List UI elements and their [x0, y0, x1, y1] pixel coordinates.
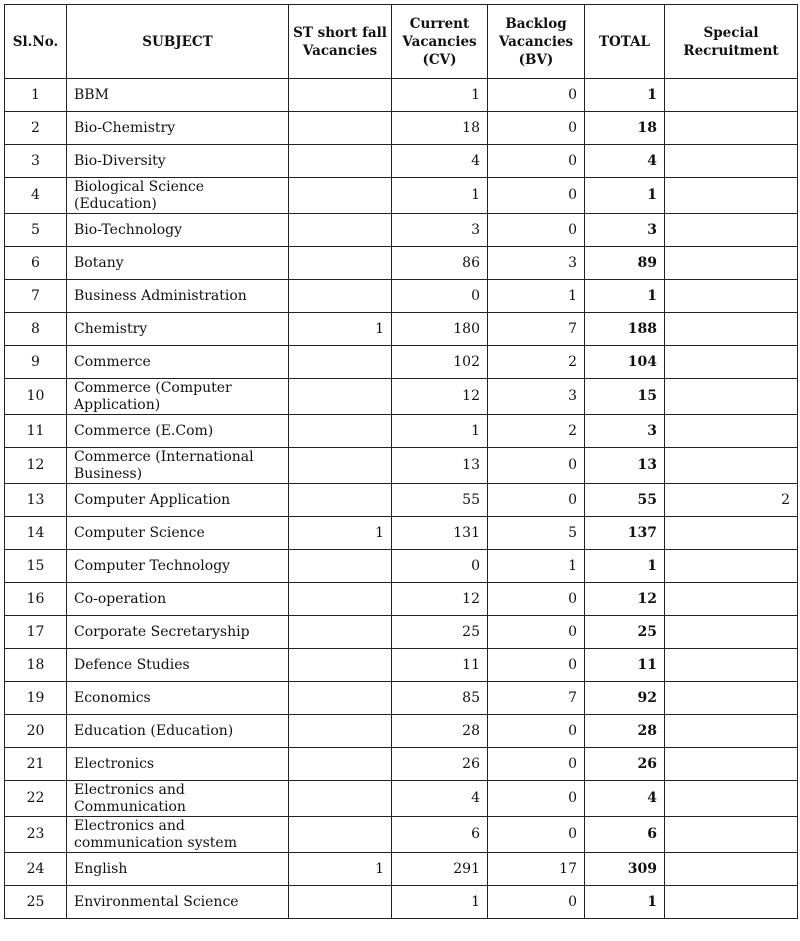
total-cell: 89: [585, 247, 665, 280]
st-shortfall-cell: 1: [289, 517, 392, 550]
current-vacancies-cell: 12: [392, 379, 488, 415]
table-row: [5, 280, 798, 313]
sl-no-cell: 9: [5, 346, 67, 379]
st-shortfall-cell: [289, 649, 392, 682]
subject-cell: Commerce (International Business): [67, 448, 289, 484]
subject-cell: Economics: [67, 682, 289, 715]
subject-cell: Computer Application: [67, 484, 289, 517]
st-shortfall-cell: [289, 748, 392, 781]
subject-cell: Computer Technology: [67, 550, 289, 583]
header-backlog-vacancies: Backlog Vacancies (BV): [488, 5, 585, 79]
backlog-vacancies-cell: 0: [488, 715, 585, 748]
backlog-vacancies-cell: 7: [488, 313, 585, 346]
subject-cell: Commerce (E.Com): [67, 415, 289, 448]
st-shortfall-cell: [289, 280, 392, 313]
header-sl-no: Sl.No.: [5, 5, 67, 79]
backlog-vacancies-cell: 7: [488, 682, 585, 715]
table-row: [5, 715, 798, 748]
st-shortfall-cell: [289, 886, 392, 919]
total-cell: 92: [585, 682, 665, 715]
total-cell: 1: [585, 178, 665, 214]
total-cell: 55: [585, 484, 665, 517]
total-cell: 28: [585, 715, 665, 748]
subject-cell: Environmental Science: [67, 886, 289, 919]
special-recruitment-cell: [665, 313, 798, 346]
sl-no-cell: 14: [5, 517, 67, 550]
backlog-vacancies-cell: 0: [488, 79, 585, 112]
backlog-vacancies-cell: 0: [488, 484, 585, 517]
subject-cell: Biological Science (Education): [67, 178, 289, 214]
special-recruitment-cell: [665, 145, 798, 178]
current-vacancies-cell: 11: [392, 649, 488, 682]
current-vacancies-cell: 13: [392, 448, 488, 484]
total-cell: 1: [585, 79, 665, 112]
current-vacancies-cell: 291: [392, 853, 488, 886]
st-shortfall-cell: [289, 379, 392, 415]
sl-no-cell: 12: [5, 448, 67, 484]
table-row: [5, 748, 798, 781]
header-special-recruitment: Special Recruitment: [665, 5, 798, 79]
st-shortfall-cell: [289, 484, 392, 517]
special-recruitment-cell: 2: [665, 484, 798, 517]
subject-cell: Co-operation: [67, 583, 289, 616]
table-row: [5, 214, 798, 247]
current-vacancies-cell: 26: [392, 748, 488, 781]
st-shortfall-cell: [289, 817, 392, 853]
table-row: [5, 313, 798, 346]
sl-no-cell: 5: [5, 214, 67, 247]
table-row: [5, 415, 798, 448]
special-recruitment-cell: [665, 415, 798, 448]
table-row: [5, 517, 798, 550]
total-cell: 13: [585, 448, 665, 484]
sl-no-cell: 24: [5, 853, 67, 886]
table-row: [5, 448, 798, 484]
special-recruitment-cell: [665, 280, 798, 313]
sl-no-cell: 19: [5, 682, 67, 715]
special-recruitment-cell: [665, 616, 798, 649]
sl-no-cell: 17: [5, 616, 67, 649]
header-row: [5, 5, 798, 79]
header-total: TOTAL: [585, 5, 665, 79]
subject-cell: Chemistry: [67, 313, 289, 346]
total-cell: 12: [585, 583, 665, 616]
current-vacancies-cell: 1: [392, 178, 488, 214]
subject-cell: Bio-Diversity: [67, 145, 289, 178]
current-vacancies-cell: 28: [392, 715, 488, 748]
special-recruitment-cell: [665, 379, 798, 415]
current-vacancies-cell: 86: [392, 247, 488, 280]
current-vacancies-cell: 18: [392, 112, 488, 145]
sl-no-cell: 15: [5, 550, 67, 583]
subject-cell: Bio-Chemistry: [67, 112, 289, 145]
table-row: [5, 79, 798, 112]
table-row: [5, 145, 798, 178]
current-vacancies-cell: 0: [392, 550, 488, 583]
st-shortfall-cell: [289, 145, 392, 178]
total-cell: 26: [585, 748, 665, 781]
subject-cell: Botany: [67, 247, 289, 280]
total-cell: 18: [585, 112, 665, 145]
backlog-vacancies-cell: 0: [488, 448, 585, 484]
total-cell: 104: [585, 346, 665, 379]
table-row: [5, 853, 798, 886]
backlog-vacancies-cell: 0: [488, 781, 585, 817]
st-shortfall-cell: [289, 112, 392, 145]
st-shortfall-cell: [289, 682, 392, 715]
st-shortfall-cell: [289, 346, 392, 379]
backlog-vacancies-cell: 5: [488, 517, 585, 550]
backlog-vacancies-cell: 0: [488, 178, 585, 214]
total-cell: 1: [585, 550, 665, 583]
header-st-shortfall: ST short fall Vacancies: [289, 5, 392, 79]
backlog-vacancies-cell: 0: [488, 583, 585, 616]
backlog-vacancies-cell: 2: [488, 415, 585, 448]
st-shortfall-cell: [289, 214, 392, 247]
subject-cell: Defence Studies: [67, 649, 289, 682]
header-subject: SUBJECT: [67, 5, 289, 79]
sl-no-cell: 22: [5, 781, 67, 817]
special-recruitment-cell: [665, 748, 798, 781]
backlog-vacancies-cell: 0: [488, 214, 585, 247]
backlog-vacancies-cell: 1: [488, 550, 585, 583]
table-row: [5, 649, 798, 682]
table-row: [5, 484, 798, 517]
sl-no-cell: 18: [5, 649, 67, 682]
st-shortfall-cell: [289, 178, 392, 214]
header-current-vacancies: Current Vacancies (CV): [392, 5, 488, 79]
special-recruitment-cell: [665, 247, 798, 280]
sl-no-cell: 20: [5, 715, 67, 748]
total-cell: 309: [585, 853, 665, 886]
st-shortfall-cell: 1: [289, 853, 392, 886]
special-recruitment-cell: [665, 817, 798, 853]
total-cell: 25: [585, 616, 665, 649]
sl-no-cell: 13: [5, 484, 67, 517]
total-cell: 15: [585, 379, 665, 415]
current-vacancies-cell: 1: [392, 415, 488, 448]
total-cell: 3: [585, 214, 665, 247]
current-vacancies-cell: 180: [392, 313, 488, 346]
special-recruitment-cell: [665, 214, 798, 247]
st-shortfall-cell: [289, 616, 392, 649]
table-row: [5, 178, 798, 214]
special-recruitment-cell: [665, 682, 798, 715]
current-vacancies-cell: 55: [392, 484, 488, 517]
current-vacancies-cell: 4: [392, 781, 488, 817]
current-vacancies-cell: 131: [392, 517, 488, 550]
current-vacancies-cell: 102: [392, 346, 488, 379]
special-recruitment-cell: [665, 583, 798, 616]
sl-no-cell: 4: [5, 178, 67, 214]
sl-no-cell: 11: [5, 415, 67, 448]
table-row: [5, 616, 798, 649]
backlog-vacancies-cell: 0: [488, 817, 585, 853]
table-row: [5, 583, 798, 616]
current-vacancies-cell: 4: [392, 145, 488, 178]
total-cell: 188: [585, 313, 665, 346]
backlog-vacancies-cell: 0: [488, 145, 585, 178]
subject-cell: Computer Science: [67, 517, 289, 550]
st-shortfall-cell: [289, 79, 392, 112]
table-row: [5, 886, 798, 919]
sl-no-cell: 8: [5, 313, 67, 346]
special-recruitment-cell: [665, 649, 798, 682]
special-recruitment-cell: [665, 346, 798, 379]
backlog-vacancies-cell: 17: [488, 853, 585, 886]
total-cell: 4: [585, 781, 665, 817]
subject-cell: Corporate Secretaryship: [67, 616, 289, 649]
total-cell: 1: [585, 280, 665, 313]
sl-no-cell: 7: [5, 280, 67, 313]
sl-no-cell: 6: [5, 247, 67, 280]
subject-cell: Electronics and communication system: [67, 817, 289, 853]
sl-no-cell: 16: [5, 583, 67, 616]
current-vacancies-cell: 6: [392, 817, 488, 853]
subject-cell: Bio-Technology: [67, 214, 289, 247]
table-row: [5, 247, 798, 280]
special-recruitment-cell: [665, 448, 798, 484]
subject-cell: Electronics: [67, 748, 289, 781]
sl-no-cell: 25: [5, 886, 67, 919]
special-recruitment-cell: [665, 112, 798, 145]
current-vacancies-cell: 85: [392, 682, 488, 715]
table-row: [5, 112, 798, 145]
subject-cell: Commerce: [67, 346, 289, 379]
table-row: [5, 346, 798, 379]
backlog-vacancies-cell: 0: [488, 112, 585, 145]
current-vacancies-cell: 3: [392, 214, 488, 247]
special-recruitment-cell: [665, 178, 798, 214]
special-recruitment-cell: [665, 79, 798, 112]
sl-no-cell: 1: [5, 79, 67, 112]
special-recruitment-cell: [665, 853, 798, 886]
total-cell: 3: [585, 415, 665, 448]
st-shortfall-cell: [289, 781, 392, 817]
table-row: [5, 781, 798, 817]
st-shortfall-cell: [289, 550, 392, 583]
backlog-vacancies-cell: 2: [488, 346, 585, 379]
table-row: [5, 550, 798, 583]
sl-no-cell: 2: [5, 112, 67, 145]
backlog-vacancies-cell: 0: [488, 649, 585, 682]
subject-cell: BBM: [67, 79, 289, 112]
backlog-vacancies-cell: 0: [488, 616, 585, 649]
table-row: [5, 379, 798, 415]
st-shortfall-cell: [289, 583, 392, 616]
special-recruitment-cell: [665, 517, 798, 550]
subject-cell: Business Administration: [67, 280, 289, 313]
backlog-vacancies-cell: 0: [488, 886, 585, 919]
total-cell: 137: [585, 517, 665, 550]
subject-cell: Electronics and Communication: [67, 781, 289, 817]
table-row: [5, 682, 798, 715]
sl-no-cell: 3: [5, 145, 67, 178]
special-recruitment-cell: [665, 715, 798, 748]
backlog-vacancies-cell: 3: [488, 379, 585, 415]
current-vacancies-cell: 1: [392, 886, 488, 919]
total-cell: 4: [585, 145, 665, 178]
total-cell: 6: [585, 817, 665, 853]
total-cell: 1: [585, 886, 665, 919]
current-vacancies-cell: 0: [392, 280, 488, 313]
st-shortfall-cell: [289, 415, 392, 448]
table-row: [5, 817, 798, 853]
st-shortfall-cell: 1: [289, 313, 392, 346]
st-shortfall-cell: [289, 247, 392, 280]
backlog-vacancies-cell: 0: [488, 748, 585, 781]
subject-cell: Commerce (Computer Application): [67, 379, 289, 415]
special-recruitment-cell: [665, 781, 798, 817]
backlog-vacancies-cell: 3: [488, 247, 585, 280]
current-vacancies-cell: 12: [392, 583, 488, 616]
st-shortfall-cell: [289, 448, 392, 484]
st-shortfall-cell: [289, 715, 392, 748]
vacancy-table: [4, 4, 798, 919]
sl-no-cell: 21: [5, 748, 67, 781]
special-recruitment-cell: [665, 886, 798, 919]
special-recruitment-cell: [665, 550, 798, 583]
backlog-vacancies-cell: 1: [488, 280, 585, 313]
current-vacancies-cell: 25: [392, 616, 488, 649]
sl-no-cell: 10: [5, 379, 67, 415]
subject-cell: Education (Education): [67, 715, 289, 748]
sl-no-cell: 23: [5, 817, 67, 853]
subject-cell: English: [67, 853, 289, 886]
total-cell: 11: [585, 649, 665, 682]
current-vacancies-cell: 1: [392, 79, 488, 112]
